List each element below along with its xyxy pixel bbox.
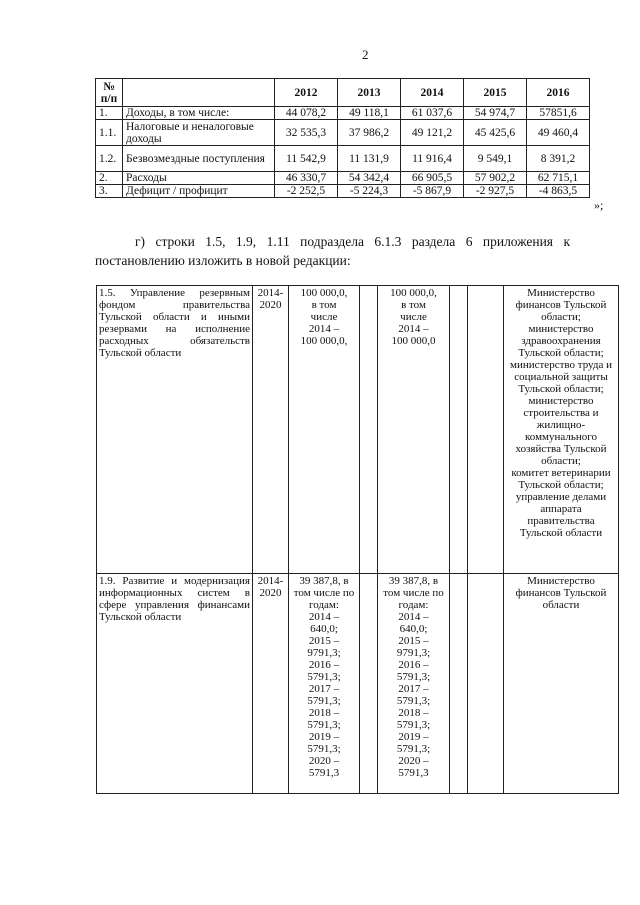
empty-cell <box>468 286 504 574</box>
row-value: 61 037,6 <box>401 107 464 120</box>
measure-period: 2014- 2020 <box>253 574 289 794</box>
row-value: 54 974,7 <box>464 107 527 120</box>
row-value: 9 549,1 <box>464 146 527 172</box>
closing-quote: »; <box>594 198 604 212</box>
row-number: 3. <box>96 185 123 198</box>
empty-cell <box>468 574 504 794</box>
empty-cell <box>360 574 378 794</box>
finance-header-row <box>96 79 590 107</box>
row-number: 1. <box>96 107 123 120</box>
row-value: 11 131,9 <box>338 146 401 172</box>
row-value: 37 986,2 <box>338 120 401 146</box>
row-name: Дефицит / профицит <box>123 185 275 198</box>
table-row <box>96 172 590 185</box>
row-value: -5 867,9 <box>401 185 464 198</box>
table-row <box>96 185 590 198</box>
row-value: 49 118,1 <box>338 107 401 120</box>
header-year: 2012 <box>275 79 338 107</box>
row-value: 66 905,5 <box>401 172 464 185</box>
row-name: Безвозмездные поступления <box>123 146 275 172</box>
header-year: 2015 <box>464 79 527 107</box>
empty-cell <box>450 574 468 794</box>
row-value: -4 863,5 <box>527 185 590 198</box>
header-name <box>123 79 275 107</box>
row-value: 45 425,6 <box>464 120 527 146</box>
row-value: 49 460,4 <box>527 120 590 146</box>
measure-regional: 100 000,0, в том числе 2014 – 100 000,0 <box>378 286 450 574</box>
table-row <box>97 574 619 794</box>
row-value: 32 535,3 <box>275 120 338 146</box>
finance-table <box>95 78 590 198</box>
row-value: 8 391,2 <box>527 146 590 172</box>
row-value: 62 715,1 <box>527 172 590 185</box>
measure-name: 1.5. Управление резервным фондом правительства Тульской области и иными резервами на исполнение расходных обязательств Тульской области <box>97 286 253 574</box>
row-value: 11 916,4 <box>401 146 464 172</box>
row-number: 1.2. <box>96 146 123 172</box>
header-year: 2014 <box>401 79 464 107</box>
row-value: 49 121,2 <box>401 120 464 146</box>
table-row <box>97 286 619 574</box>
measure-name: 1.9. Развитие и модернизация информационных систем в сфере управления финансами Тульской области <box>97 574 253 794</box>
header-number: № п/п <box>96 79 123 107</box>
empty-cell <box>360 286 378 574</box>
row-value: 46 330,7 <box>275 172 338 185</box>
row-value: -2 927,5 <box>464 185 527 198</box>
row-name: Доходы, в том числе: <box>123 107 275 120</box>
measure-total: 39 387,8, в том числе по годам: 2014 – 640,0; 2015 – 9791,3; 2016 – 5791,3; 2017 – 5791,3; 2018 – 5791,3; 2019 – 5791,3; 2020 – 5791,3 <box>289 574 360 794</box>
table-row <box>96 107 590 120</box>
measure-period: 2014- 2020 <box>253 286 289 574</box>
row-value: 57851,6 <box>527 107 590 120</box>
amendment-paragraph <box>95 232 570 270</box>
table-row <box>96 146 590 172</box>
row-number: 1.1. <box>96 120 123 146</box>
program-table <box>96 285 619 794</box>
row-value: 54 342,4 <box>338 172 401 185</box>
row-value: 11 542,9 <box>275 146 338 172</box>
amendment-text: г) строки 1.5, 1.9, 1.11 подраздела 6.1.3 раздела 6 приложения к постановлению изложить в новой редакции: <box>95 234 570 268</box>
table-row <box>96 120 590 146</box>
measure-regional: 39 387,8, в том числе по годам: 2014 – 640,0; 2015 – 9791,3; 2016 – 5791,3; 2017 – 5791,3; 2018 – 5791,3; 2019 – 5791,3; 2020 – 5791,3 <box>378 574 450 794</box>
measure-executor: Министерство финансов Тульской области <box>504 574 619 794</box>
measure-executor: Министерство финансов Тульской области; министерство здравоохранения Тульской области; министерство труда и социальной защиты Тульской области; министерство строительства и жилищно-коммунального хозяйства Тульской области; комитет ветеринарии Тульской области; управление делами аппарата правительства Тульской области <box>504 286 619 574</box>
row-number: 2. <box>96 172 123 185</box>
row-value: -5 224,3 <box>338 185 401 198</box>
row-name: Расходы <box>123 172 275 185</box>
row-name: Налоговые и неналоговые доходы <box>123 120 275 146</box>
measure-total: 100 000,0, в том числе 2014 – 100 000,0, <box>289 286 360 574</box>
header-year: 2013 <box>338 79 401 107</box>
row-value: 44 078,2 <box>275 107 338 120</box>
header-year: 2016 <box>527 79 590 107</box>
row-value: -2 252,5 <box>275 185 338 198</box>
empty-cell <box>450 286 468 574</box>
page-number: 2 <box>362 47 369 62</box>
row-value: 57 902,2 <box>464 172 527 185</box>
